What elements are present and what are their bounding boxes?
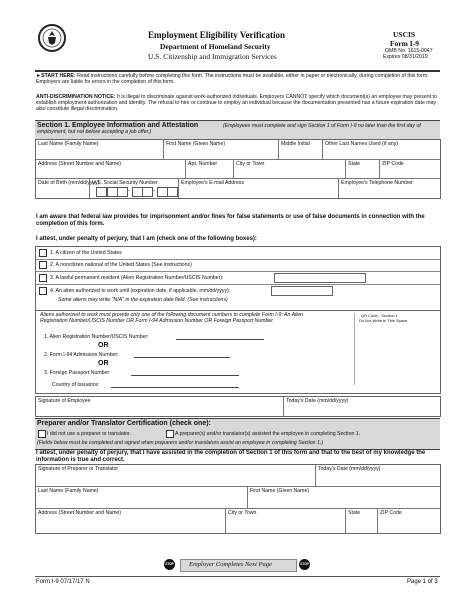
- ssn-field[interactable]: U.S. Social Security Number - -: [90, 179, 179, 198]
- last-name-field[interactable]: Last Name (Family Name): [36, 140, 164, 160]
- form-number: Form I-9: [390, 39, 419, 48]
- qr-note: Do Not Write In This Space: [359, 318, 408, 323]
- anti-discrimination-notice: ANTI-DISCRIMINATION NOTICE: It is illegal to discriminate against work-authorized individuals. Employers CANNOT specify which document(s) an employee may present to establish employment authorization and identity. The refusal to hire or continue to employ an individual because the documentation presented has a future expiration date may also constitute illegal discrimination.: [36, 94, 437, 112]
- section1-grid: [35, 139, 441, 199]
- employee-signature-field[interactable]: Signature of Employee: [36, 397, 284, 416]
- next-page-banner: [180, 559, 297, 572]
- preparer-used-checkbox[interactable]: [166, 430, 174, 438]
- option-4-checkbox[interactable]: [39, 287, 47, 295]
- department: Department of Homeland Security: [160, 42, 271, 51]
- option-2-checkbox[interactable]: [39, 261, 47, 269]
- omb-number: OMB No. 1615-0047: [385, 48, 433, 54]
- expiration-date-input[interactable]: [271, 286, 333, 296]
- ssn-dash-2: -: [153, 188, 155, 194]
- email-field[interactable]: Employee's E-mail Address: [179, 179, 339, 198]
- preparer-first-name-field[interactable]: First Name (Given Name): [248, 487, 440, 509]
- qr-label: QR Code - Section 1: [361, 313, 398, 318]
- preparer-attest: I attest, under penalty of perjury, that I have assisted in the completion of Section 1 of this form and that to the best of my knowledge the information is true and correct.: [36, 450, 426, 463]
- alien-number-field[interactable]: [176, 339, 264, 340]
- option-3-label: 3. A lawful permanent resident (Alien Registration Number/USCIS Number):: [50, 275, 224, 281]
- preparer-date-field[interactable]: Today's Date (mm/dd/yyyy): [316, 465, 440, 487]
- no-preparer-checkbox[interactable]: [38, 430, 46, 438]
- country-label: Country of Issuance:: [52, 382, 100, 388]
- expiration: Expires 08/31/2019: [383, 54, 428, 60]
- section1-note: (Employees must complete and sign Section 1 of Form I-9 no later than the first day of employment, but not before accepting a job offer.): [37, 123, 421, 135]
- preparer-header: [35, 418, 440, 450]
- alien-document-block: [35, 310, 441, 394]
- aware-statement: I am aware that federal law provides for imprisonment and/or fines for false statements or use of false documents in connection with the completion of this form.: [36, 214, 425, 227]
- first-name-field[interactable]: First Name (Given Name): [164, 140, 279, 160]
- preparer-last-name-field[interactable]: Last Name (Family Name): [36, 487, 248, 509]
- zip-field[interactable]: ZIP Code: [380, 160, 440, 179]
- form-edition: Form I-9 07/17/17 N: [36, 579, 90, 585]
- alien-item-1: 1. Alien Registration Number/USCIS Number:: [44, 334, 149, 340]
- preparer-state-field[interactable]: State: [346, 509, 378, 533]
- apt-field[interactable]: Apt. Number: [186, 160, 234, 179]
- stop-icon-left: STOP: [164, 559, 175, 570]
- stop-icon-right: STOP: [299, 559, 310, 570]
- option-2-label: 2. A noncitizen national of the United States (See instructions): [50, 262, 192, 268]
- next-page-text: Employer Completes Next Page: [189, 561, 272, 568]
- passport-number-field[interactable]: [131, 375, 239, 376]
- section1-header: [35, 120, 440, 140]
- preparer-grid: [35, 464, 441, 534]
- option-1-checkbox[interactable]: [39, 249, 47, 257]
- option-3-checkbox[interactable]: [39, 274, 47, 282]
- employee-date-field[interactable]: Today's Date (mm/dd/yyyy): [286, 398, 349, 404]
- citizenship-options: [35, 246, 441, 311]
- dob-field[interactable]: Date of Birth (mm/dd/yyyy): [36, 179, 90, 198]
- middle-initial-field[interactable]: Middle Initial: [279, 140, 323, 160]
- address-field[interactable]: Address (Street Number and Name): [36, 160, 186, 179]
- or-2: OR: [98, 360, 109, 367]
- attest-statement: I attest, under penalty of perjury, that I am (check one of the following boxes):: [36, 236, 257, 242]
- alien-number-input[interactable]: [274, 273, 366, 283]
- qr-code-area: [354, 313, 433, 385]
- agency: U.S. Citizenship and Immigration Services: [148, 52, 277, 61]
- preparer-zip-field[interactable]: ZIP Code: [380, 510, 402, 516]
- option-4-label: 4. An alien authorized to work until (expiration date, if applicable, mm/dd/yyyy):: [50, 288, 231, 294]
- other-names-field[interactable]: Other Last Names Used (if any): [323, 140, 440, 160]
- employee-signature-row: [35, 396, 441, 417]
- option-row-4: [36, 284, 440, 310]
- ssn-dash-1: -: [128, 188, 130, 194]
- preparer-address-field[interactable]: Address (Street Number and Name): [36, 509, 226, 533]
- option-row-3: [36, 271, 440, 285]
- preparer-city-field[interactable]: City or Town: [226, 509, 346, 533]
- section1-title: Section 1. Employee Information and Attestation: [37, 122, 199, 129]
- start-here: ►START HERE: Read instructions carefully before completing this form. The instructions must be available, either in paper or electronically, during completion of this form. Employers are liable for errors in the completion of this form.: [36, 73, 429, 85]
- alien-item-3: 3. Foreign Passport Number:: [44, 370, 111, 376]
- alien-intro: Aliens authorized to work must provide only one of the following document numbers to complete Form I-9: An Alien Registration Number/USCIS Number OR Form I-94 Admission Number OR Foreign Passport Number.: [40, 312, 304, 324]
- state-field[interactable]: State: [346, 160, 380, 179]
- city-field[interactable]: City or Town: [234, 160, 346, 179]
- na-note: Some aliens may write "N/A" in the expiration date field. (See instructions): [58, 297, 228, 303]
- i94-number-field[interactable]: [134, 357, 230, 358]
- preparer-used-label: A preparer(s) and/or translator(s) assisted the employee in completing Section 1.: [175, 431, 361, 437]
- dhs-seal: [38, 24, 66, 52]
- country-field[interactable]: [111, 387, 239, 388]
- preparer-note: (Fields below must be completed and signed when preparers and/or translators assist an employee in completing Section 1.): [37, 440, 324, 446]
- uscis-label: USCIS: [393, 30, 416, 39]
- preparer-signature-field[interactable]: Signature of Preparer or Translator: [36, 465, 316, 487]
- phone-field[interactable]: Employee's Telephone Number: [341, 180, 413, 186]
- form-title: Employment Eligibility Verification: [148, 30, 286, 40]
- preparer-title: Preparer and/or Translator Certification (check one):: [37, 420, 211, 427]
- no-preparer-label: I did not use a preparer or translator.: [47, 431, 131, 437]
- option-1-label: 1. A citizen of the United States: [50, 250, 122, 256]
- alien-item-2: 2. Form I-94 Admission Number:: [44, 352, 119, 358]
- or-1: OR: [98, 342, 109, 349]
- page-number: Page 1 of 3: [407, 579, 438, 585]
